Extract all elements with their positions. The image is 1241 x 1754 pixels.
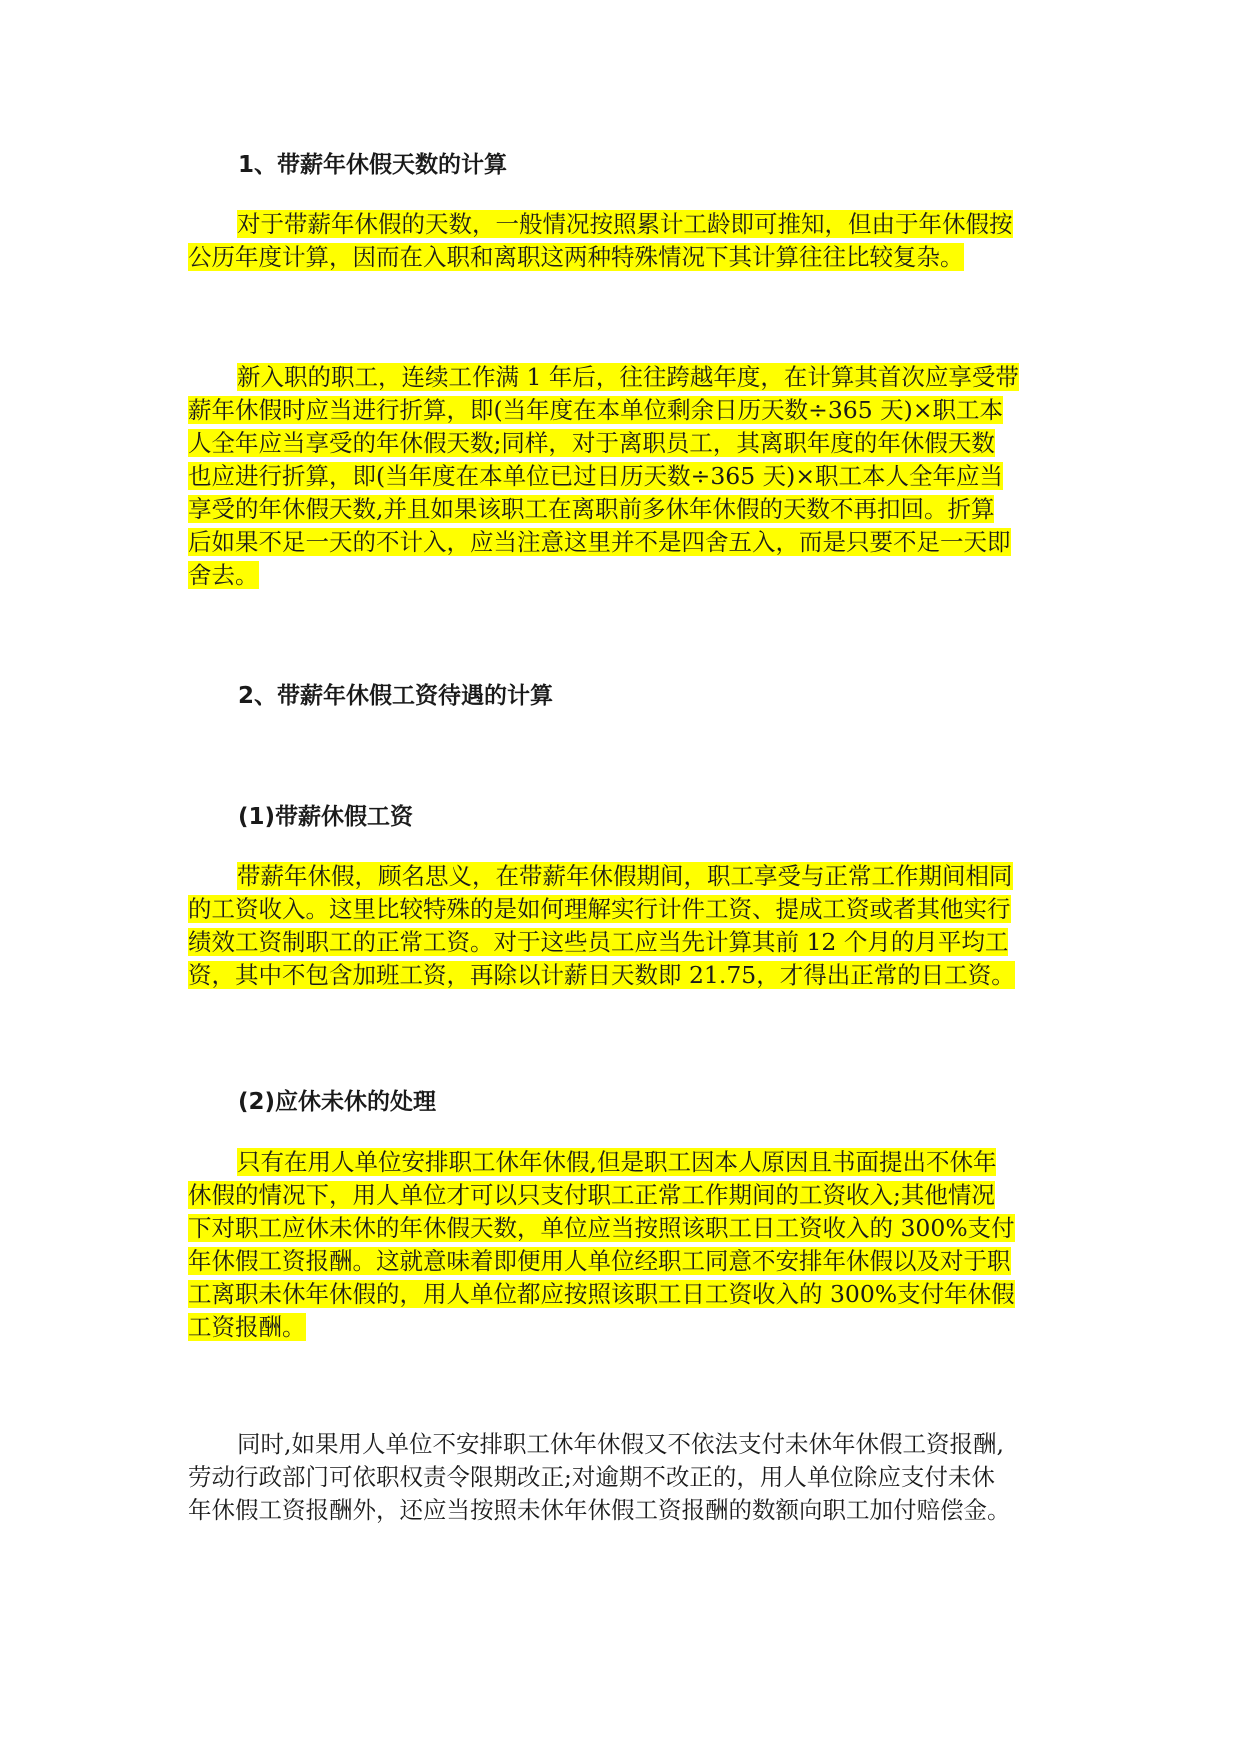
paragraph-line: 薪年休假时应当进行折算，即(当年度在本单位剩余日历天数÷365 天)×职工本 <box>188 396 1004 424</box>
paragraph-line: 后如果不足一天的不计入，应当注意这里并不是四舍五入，而是只要不足一天即 <box>188 528 1011 556</box>
paragraph-line: 休假的情况下，用人单位才可以只支付职工正常工作期间的工资收入;其他情况 <box>188 1181 995 1209</box>
paragraph-line: 年休假工资报酬。这就意味着即便用人单位经职工同意不安排年休假以及对于职 <box>188 1247 1011 1275</box>
paragraph-line: 年休假工资报酬外，还应当按照未休年休假工资报酬的数额向职工加付赔偿金。 <box>188 1496 1011 1524</box>
subsection-2-heading: (2)应休未休的处理 <box>238 1089 437 1115</box>
paragraph-line: 资，其中不包含加班工资，再除以计薪日天数即 21.75，才得出正常的日工资。 <box>188 961 1015 989</box>
paragraph-line: 带薪年休假，顾名思义，在带薪年休假期间，职工享受与正常工作期间相同 <box>237 862 1013 890</box>
paragraph-3 <box>188 860 1068 992</box>
paragraph-line: 公历年度计算，因而在入职和离职这两种特殊情况下其计算往往比较复杂。 <box>188 243 964 271</box>
paragraph-5 <box>188 1428 1068 1527</box>
paragraph-line: 享受的年休假天数,并且如果该职工在离职前多休年休假的天数不再扣回。折算 <box>188 495 995 523</box>
section-2-heading: 2、带薪年休假工资待遇的计算 <box>238 683 554 709</box>
paragraph-1 <box>188 208 1068 274</box>
paragraph-line: 工离职未休年休假的，用人单位都应按照该职工日工资收入的 300%支付年休假 <box>188 1280 1015 1308</box>
paragraph-line: 只有在用人单位安排职工休年休假,但是职工因本人原因且书面提出不休年 <box>237 1148 997 1176</box>
paragraph-line: 的工资收入。这里比较特殊的是如何理解实行计件工资、提成工资或者其他实行 <box>188 895 1011 923</box>
paragraph-line: 工资报酬。 <box>188 1313 306 1341</box>
subsection-1-heading: (1)带薪休假工资 <box>238 804 414 830</box>
paragraph-line: 也应进行折算，即(当年度在本单位已过日历天数÷365 天)×职工本人全年应当 <box>188 462 1004 490</box>
paragraph-line: 新入职的职工，连续工作满 1 年后，往往跨越年度，在计算其首次应享受带 <box>237 363 1019 391</box>
paragraph-2 <box>188 361 1068 592</box>
paragraph-line: 舍去。 <box>188 561 259 589</box>
paragraph-line: 人全年应当享受的年休假天数;同样，对于离职员工，其离职年度的年休假天数 <box>188 429 995 457</box>
paragraph-4 <box>188 1146 1068 1344</box>
paragraph-line: 劳动行政部门可依职权责令限期改正;对逾期不改正的，用人单位除应支付未休 <box>188 1463 995 1491</box>
section-1-heading: 1、带薪年休假天数的计算 <box>238 152 508 178</box>
paragraph-line: 同时,如果用人单位不安排职工休年休假又不依法支付未休年休假工资报酬, <box>237 1430 1004 1458</box>
paragraph-line: 绩效工资制职工的正常工资。对于这些员工应当先计算其前 12 个月的月平均工 <box>188 928 1009 956</box>
paragraph-line: 对于带薪年休假的天数，一般情况按照累计工龄即可推知，但由于年休假按 <box>237 210 1013 238</box>
paragraph-line: 下对职工应休未休的年休假天数，单位应当按照该职工日工资收入的 300%支付 <box>188 1214 1015 1242</box>
